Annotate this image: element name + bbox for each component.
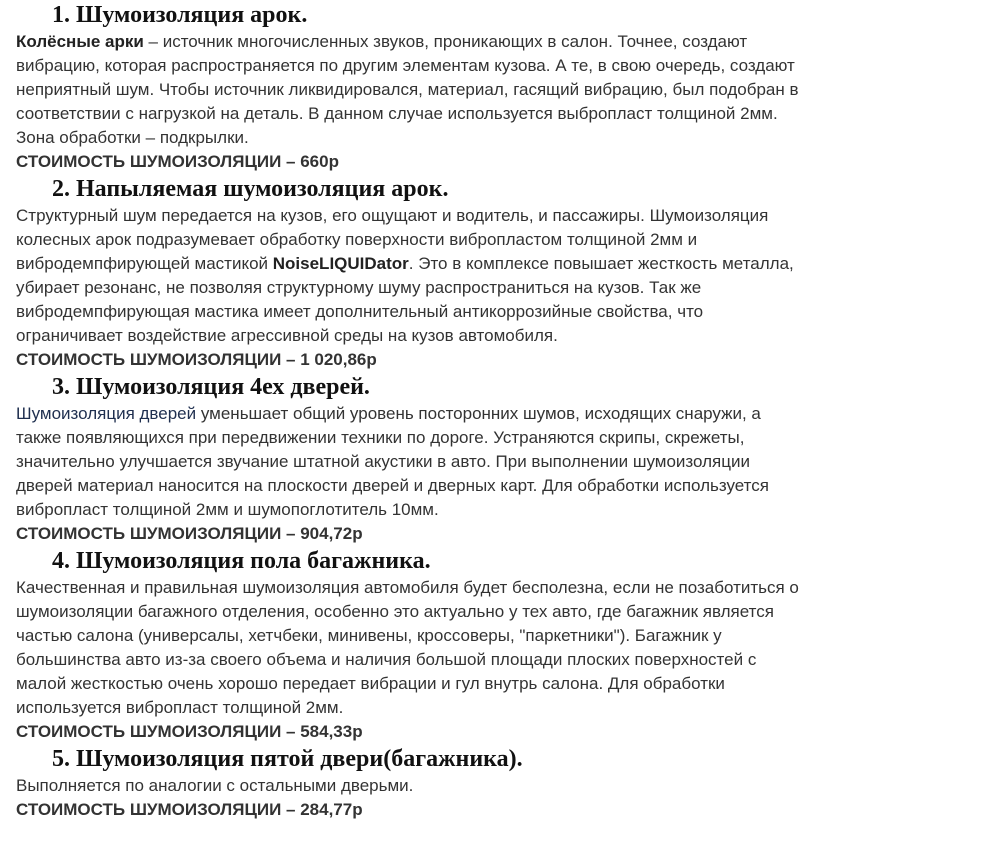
paragraph-line: малой жесткостью очень хорошо передает вибрации и гул внутрь салона. Для обработки [16,674,725,693]
section-title: Шумоизоляция 4ех дверей. [76,374,370,400]
section-title: Шумоизоляция арок. [76,2,308,28]
paragraph-line: убирает резонанс, не позволяя структурному шуму распространиться на кузов. Так же [16,278,702,297]
section-paragraph [16,204,966,348]
paragraph-line: соответствии с нагрузкой на деталь. В данном случае используется выбропласт толщиной 2мм. [16,104,778,123]
paragraph-line: Зона обработки – подкрылки. [16,128,249,147]
section-title: Напыляемая шумоизоляция арок. [76,176,449,202]
paragraph-line: используется вибропласт толщиной 2мм. [16,698,344,717]
paragraph-line: колесных арок подразумевает обработку поверхности вибропластом толщиной 2мм и [16,230,698,249]
product-name: NoiseLIQUIDator [272,254,409,273]
cost-line: СТОИМОСТЬ ШУМОИЗОЛЯЦИИ – 584,33р [16,722,363,741]
section-heading [16,546,966,576]
section-number: 2. [52,176,70,202]
section-trunk-floor [16,546,966,744]
section-paragraph [16,402,966,522]
section-title: Шумоизоляция пятой двери(багажника). [76,746,523,772]
paragraph-line: дверей материал наносится на плоскости дверей и дверных карт. Для обработки используется [16,476,769,495]
paragraph-line: Шумоизоляция дверей уменьшает общий уровень посторонних шумов, исходящих снаружи, а [16,404,761,423]
paragraph-line: вибродемпфирующая мастика имеет дополнительный антикоррозийные свойства, что [16,302,704,321]
section-number: 5. [52,746,70,772]
section-doors [16,372,966,546]
section-fifth-door [16,744,966,822]
paragraph-line: вибродемпфирующей мастикой NoiseLIQUIDator. Это в комплексе повышает жесткость металла, [16,254,794,273]
paragraph-line: частью салона (универсалы, хетчбеки, минивены, кроссоверы, "паркетники"). Багажник у [16,626,722,645]
paragraph-line: вибрацию, которая распространяется по другим элементам кузова. А те, в свою очередь, создают [16,56,795,75]
paragraph-line: значительно улучшается звучание штатной акустики в авто. При выполнении шумоизоляции [16,452,750,471]
paragraph-line: Выполняется по аналогии с остальными дверьми. [16,776,414,795]
paragraph-line: шумоизоляции багажного отделения, особенно это актуально у тех авто, где багажник является [16,602,774,621]
section-wheel-arches [16,0,966,174]
section-paragraph [16,30,966,150]
cost-line: СТОИМОСТЬ ШУМОИЗОЛЯЦИИ – 660р [16,152,339,171]
section-title: Шумоизоляция пола багажника. [76,548,431,574]
door-insulation-link[interactable]: Шумоизоляция дверей [16,404,197,423]
paragraph-line: Колёсные арки – источник многочисленных звуков, проникающих в салон. Точнее, создают [16,32,748,51]
paragraph-line: ограничивает воздействие агрессивной среды на кузов автомобиля. [16,326,558,345]
section-heading [16,174,966,204]
paragraph-line: также появляющихся при передвижении техники по дороге. Устраняются скрипы, скрежеты, [16,428,745,447]
paragraph-line: вибропласт толщиной 2мм и шумопоглотитель 10мм. [16,500,439,519]
section-heading [16,744,966,774]
section-number: 3. [52,374,70,400]
section-sprayed-arches [16,174,966,372]
section-heading [16,0,966,30]
document [16,0,966,822]
paragraph-line: Качественная и правильная шумоизоляция автомобиля будет бесполезна, если не позаботиться о [16,578,799,597]
section-paragraph [16,576,966,720]
section-heading [16,372,966,402]
lead-bold-term: Колёсные арки [16,32,144,51]
paragraph-line: неприятный шум. Чтобы источник ликвидировался, материал, гасящий вибрацию, был подобран в [16,80,799,99]
cost-line: СТОИМОСТЬ ШУМОИЗОЛЯЦИИ – 284,77р [16,800,363,819]
cost-line: СТОИМОСТЬ ШУМОИЗОЛЯЦИИ – 904,72р [16,524,363,543]
cost-line: СТОИМОСТЬ ШУМОИЗОЛЯЦИИ – 1 020,86р [16,350,377,369]
section-number: 4. [52,548,70,574]
section-paragraph [16,774,966,798]
section-number: 1. [52,2,70,28]
paragraph-line: Структурный шум передается на кузов, его ощущают и водитель, и пассажиры. Шумоизоляция [16,206,769,225]
paragraph-line: большинства авто из-за своего объема и наличия большой площади плоских поверхностей с [16,650,757,669]
